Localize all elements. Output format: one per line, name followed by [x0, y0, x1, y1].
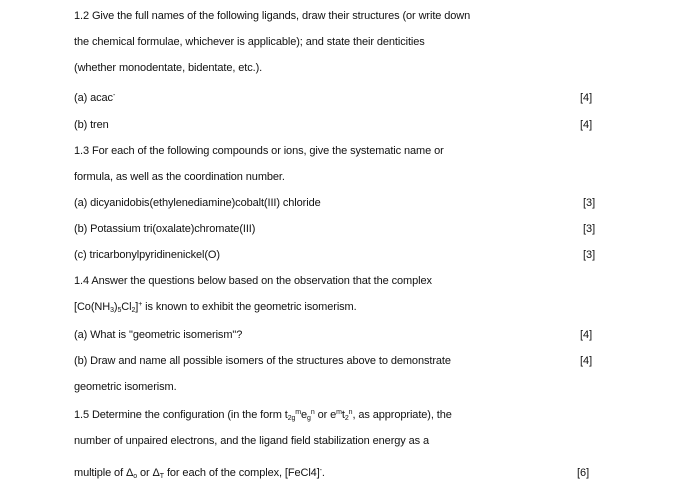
complex-formula: $[Co(NH_3)_5Cl_2]^+$ [74, 301, 143, 314]
q1-4a-marks: [4] [580, 329, 593, 341]
q1-3-line2: formula, as well as the coordination number. [74, 171, 285, 183]
q1-2-line3: (whether monodentate, bidentate, etc.). [74, 62, 263, 74]
q1-5-marks: [6] [577, 467, 590, 479]
q1-3c-marks: [3] [583, 249, 596, 261]
q1-4b-text: (b) Draw and name all possible isomers of the structures above to demonstrate [74, 355, 451, 367]
q1-3b-text: (b) Potassium tri(oxalate)chromate(III) [74, 223, 256, 235]
q1-2b-marks: [4] [580, 119, 593, 131]
q1-4-line1: 1.4 Answer the questions below based on the observation that the complex [74, 275, 432, 287]
q1-4a-text: (a) What is "geometric isomerism"? [74, 329, 243, 341]
q1-3b-marks: [3] [583, 223, 596, 235]
q1-3c-text: (c) tricarbonylpyridinenickel(O) [74, 249, 220, 261]
q1-4-line2 [74, 300, 357, 314]
q1-4-line2-rest: is known to exhibit the geometric isomerism. [142, 301, 357, 313]
q1-3a-text: (a) dicyanidobis(ethylenediamine)cobalt(III) chloride [74, 197, 321, 209]
q1-2a-charge: - [112, 92, 116, 99]
q1-4b-marks: [4] [580, 355, 593, 367]
q1-5-line1: 1.5 Determine the configuration (in the form $t_{2g}^me_g^n$ or $e^mt_2^n$, as appropriate), the [74, 409, 452, 422]
q1-2a-text [74, 91, 115, 105]
q1-3a-marks: [3] [583, 197, 596, 209]
q1-2-line2: the chemical formulae, whichever is applicable); and state their denticities [74, 36, 425, 48]
q1-2-line1: 1.2 Give the full names of the following ligands, draw their structures (or write down [74, 10, 471, 22]
q1-5-line2: number of unpaired electrons, and the ligand field stabilization energy as a [74, 435, 430, 447]
q1-2b-text: (b) tren [74, 119, 109, 131]
q1-2a-label: (a) acac [74, 92, 113, 104]
q1-4b-cont: geometric isomerism. [74, 381, 177, 393]
q1-3-line1: 1.3 For each of the following compounds or ions, give the systematic name or [74, 145, 444, 157]
q1-5-line3: multiple of $\Delta_o$ or $\Delta_T$ for each of the complex, [FeCl4]-. [74, 467, 325, 480]
q1-2a-marks: [4] [580, 92, 593, 104]
